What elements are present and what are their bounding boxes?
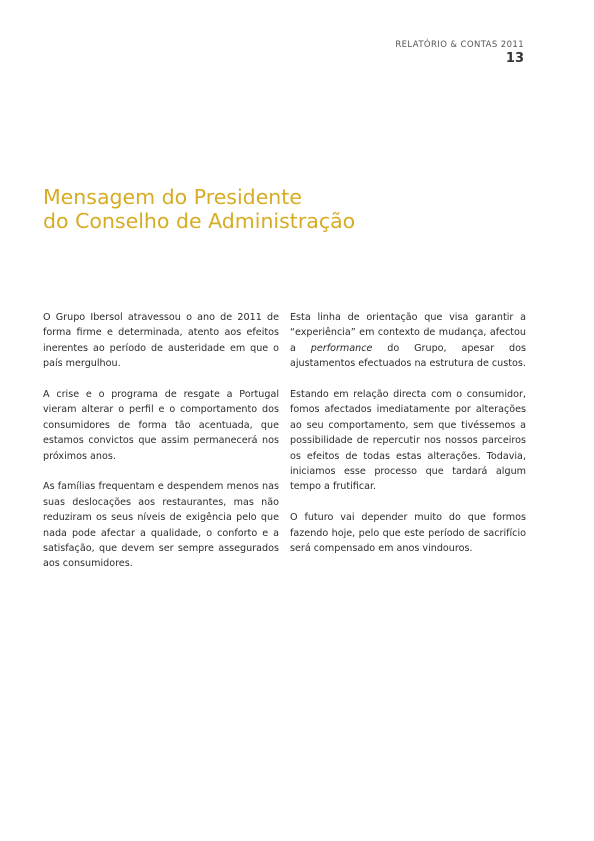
report-label: RELATÓRIO & CONTAS 2011 [395, 40, 524, 50]
paragraph: A crise e o programa de resgate a Portugal vieram alterar o perfil e o comportamento dos consumidores de forma tão acentuada, que estamos convictos que assim permanecerá nos próximos anos. [43, 389, 279, 462]
title-line-1: Mensagem do Presidente [43, 185, 302, 209]
paragraph: As famílias frequentam e despendem menos nas suas deslocações aos restaurantes, mas não reduziram os seus níveis de exigência pelo que nada pode afectar a qualidade, o conforto e a satisfação, que devem ser sempre assegurados aos consumidores. [43, 481, 279, 570]
page-number: 13 [505, 51, 524, 66]
page-header [395, 40, 524, 66]
paragraph: Estando em relação directa com o consumidor, fomos afectados imediatamente por alterações ao seu comportamento, sem que tivéssemos a possibilidade de repercutir nos nossos parceiros os efeitos de todas estas alterações. Todavia, iniciamos esse processo que tardará algum tempo a frutificar. [290, 389, 526, 493]
paragraph: O Grupo Ibersol atravessou o ano de 2011 de forma firme e determinada, atento aos efeitos inerentes ao período de austeridade em que o país mergulhou. [43, 312, 279, 370]
paragraph-text: do Grupo, apesar dos ajustamentos efectuados na estrutura de custos. [290, 342, 526, 370]
right-column [290, 310, 526, 572]
page-title [43, 185, 355, 233]
paragraph [290, 310, 526, 372]
paragraph-text: Esta linha de orientação que visa garantir a “experiência” em contexto de mudança, afectou a [290, 312, 526, 354]
left-column [43, 310, 279, 587]
title-line-2: do Conselho de Administração [43, 209, 356, 233]
paragraph: O futuro vai depender muito do que formos fazendo hoje, pelo que este período de sacrifício será compensado em anos vindouros. [290, 512, 526, 555]
paragraph-italic-text: performance [310, 342, 373, 354]
